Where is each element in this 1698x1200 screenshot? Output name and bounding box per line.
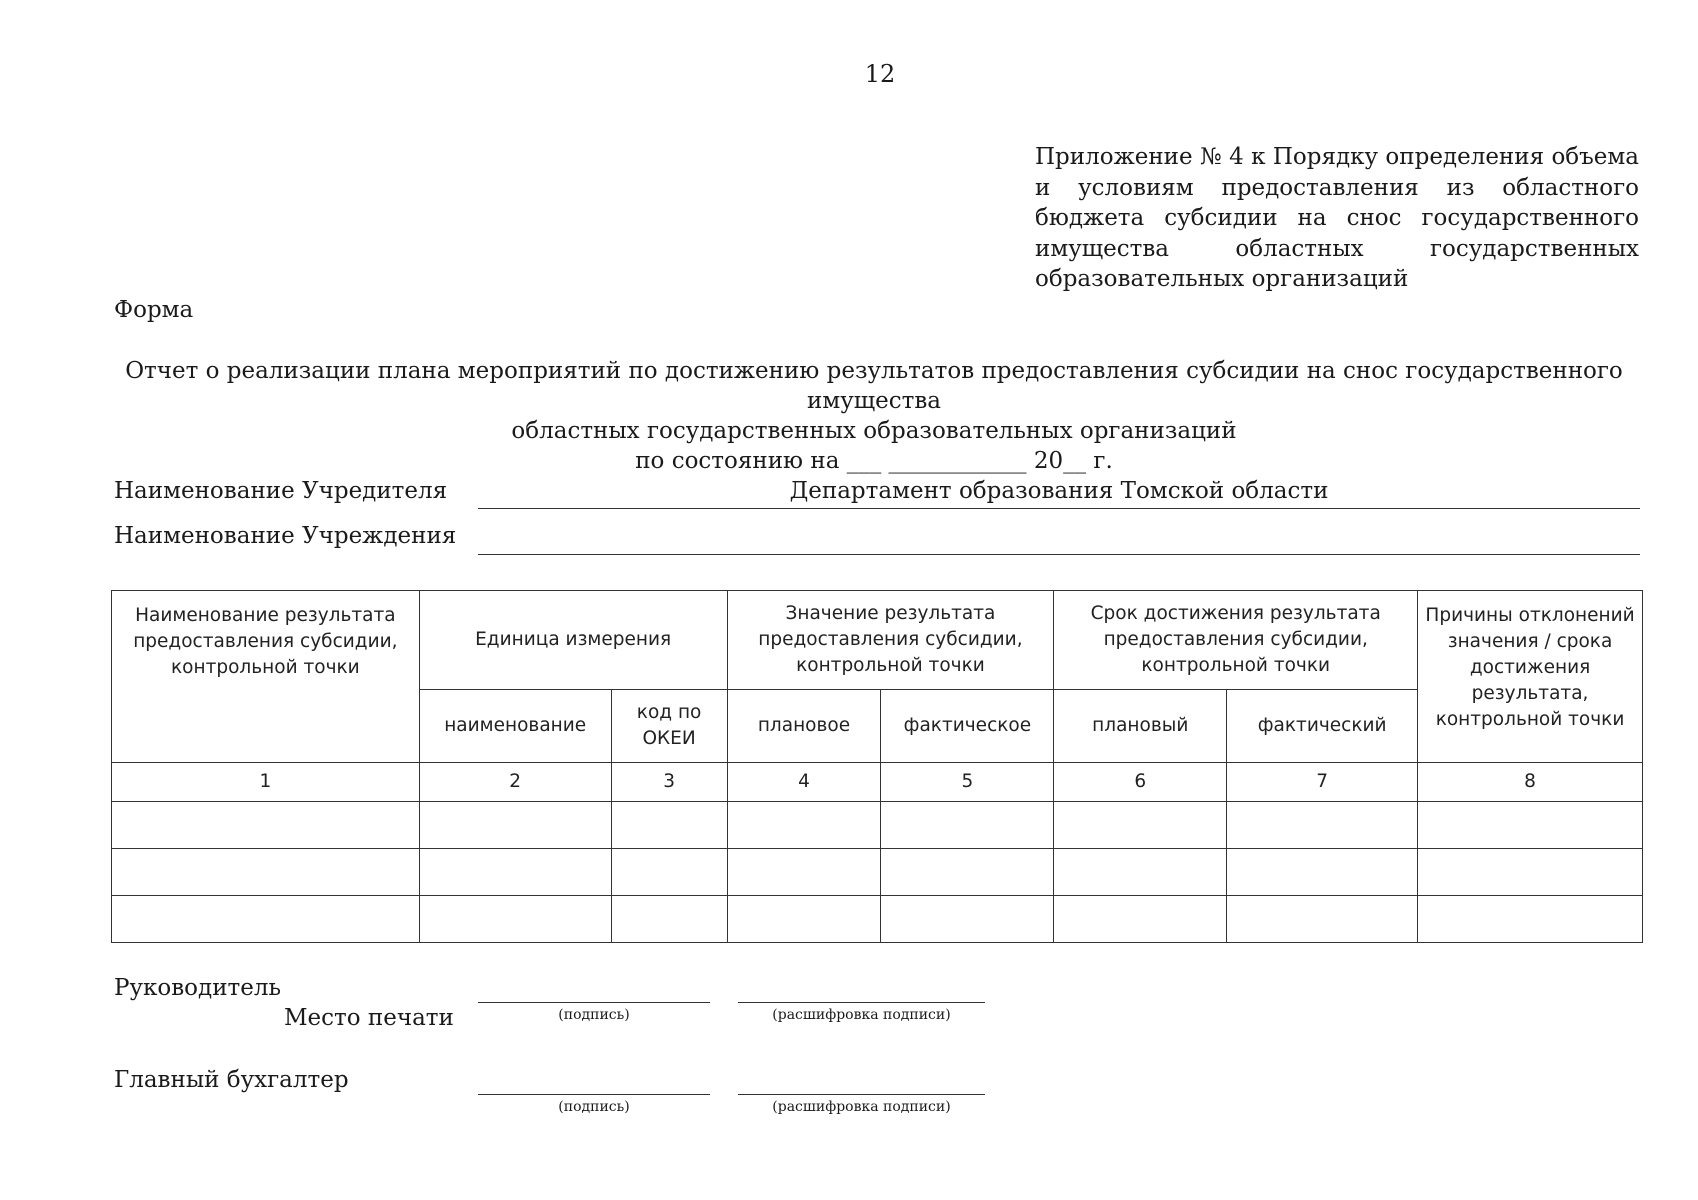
column-number: 5: [881, 763, 1054, 802]
accountant-signature-line[interactable]: [478, 1092, 710, 1095]
header-deadline: Срок достижения результата предоставления субсидии, контрольной точки: [1054, 591, 1418, 690]
table-cell[interactable]: [611, 849, 727, 896]
header-reasons: Причины отклонений значения / срока достижения результата, контрольной точки: [1418, 591, 1643, 763]
table-cell[interactable]: [112, 896, 420, 943]
founder-label: Наименование Учредителя: [114, 478, 448, 504]
table-cell[interactable]: [727, 896, 881, 943]
head-decoding-line[interactable]: [738, 1000, 985, 1003]
page-number: 12: [864, 60, 896, 88]
table-cell[interactable]: [611, 802, 727, 849]
subheader-value-actual: фактическое: [881, 690, 1054, 763]
column-number: 6: [1054, 763, 1227, 802]
column-number: 4: [727, 763, 881, 802]
column-number: 3: [611, 763, 727, 802]
accountant-signature-caption: (подпись): [558, 1099, 630, 1115]
table-cell[interactable]: [727, 849, 881, 896]
report-title-line-2: областных государственных образовательных организаций: [511, 418, 1237, 444]
seal-label: Место печати: [284, 1005, 454, 1031]
column-number: 8: [1418, 763, 1643, 802]
table-cell[interactable]: [419, 802, 611, 849]
table-cell[interactable]: [1054, 849, 1227, 896]
table-cell[interactable]: [1227, 802, 1418, 849]
accountant-label: Главный бухгалтер: [114, 1067, 349, 1093]
table-cell[interactable]: [1227, 896, 1418, 943]
founder-value[interactable]: Департамент образования Томской области: [789, 478, 1329, 504]
column-number-row: [112, 763, 1643, 802]
header-result-name: Наименование результата предоставления субсидии, контрольной точки: [112, 591, 420, 763]
table-row: [112, 802, 1643, 849]
appendix-note: Приложение № 4 к Порядку определения объема и условиям предоставления из областного бюджета субсидии на снос государственного имущества областных государственных образовательных организаций: [1035, 144, 1639, 292]
table-cell[interactable]: [112, 802, 420, 849]
subheader-unit-name: наименование: [419, 690, 611, 763]
subheader-deadline-actual: фактический: [1227, 690, 1418, 763]
table-cell[interactable]: [1054, 896, 1227, 943]
report-title: [114, 356, 1634, 476]
table-cell[interactable]: [881, 802, 1054, 849]
table-row: [112, 896, 1643, 943]
table-cell[interactable]: [1054, 802, 1227, 849]
table-cell[interactable]: [419, 849, 611, 896]
table-cell[interactable]: [1227, 849, 1418, 896]
subheader-okei-code: код по ОКЕИ: [611, 690, 727, 763]
report-title-line-1: Отчет о реализации плана мероприятий по достижению результатов предоставления субсидии на снос государственного имущества: [125, 358, 1623, 414]
head-signature-line[interactable]: [478, 1000, 710, 1003]
table-cell[interactable]: [112, 849, 420, 896]
column-number: 2: [419, 763, 611, 802]
subheader-deadline-planned: плановый: [1054, 690, 1227, 763]
form-label: Форма: [114, 297, 194, 323]
header-value: Значение результата предоставления субсидии, контрольной точки: [727, 591, 1054, 690]
subheader-value-planned: плановое: [727, 690, 881, 763]
table-cell[interactable]: [1418, 896, 1643, 943]
head-decoding-caption: (расшифровка подписи): [772, 1007, 951, 1023]
head-label: Руководитель: [114, 975, 281, 1001]
table-cell[interactable]: [881, 896, 1054, 943]
table-row: [112, 849, 1643, 896]
table-cell[interactable]: [1418, 849, 1643, 896]
institution-label: Наименование Учреждения: [114, 523, 457, 549]
table-cell[interactable]: [881, 849, 1054, 896]
table-cell[interactable]: [419, 896, 611, 943]
column-number: 1: [112, 763, 420, 802]
column-number: 7: [1227, 763, 1418, 802]
accountant-decoding-line[interactable]: [738, 1092, 985, 1095]
report-title-date-line: по состоянию на ___ ____________ 20__ г.: [635, 448, 1113, 474]
table-cell[interactable]: [1418, 802, 1643, 849]
institution-field[interactable]: [478, 524, 1640, 555]
accountant-decoding-caption: (расшифровка подписи): [772, 1099, 951, 1115]
table-cell[interactable]: [727, 802, 881, 849]
header-unit: Единица измерения: [419, 591, 727, 690]
table-cell[interactable]: [611, 896, 727, 943]
report-table: [111, 590, 1643, 943]
head-signature-caption: (подпись): [558, 1007, 630, 1023]
